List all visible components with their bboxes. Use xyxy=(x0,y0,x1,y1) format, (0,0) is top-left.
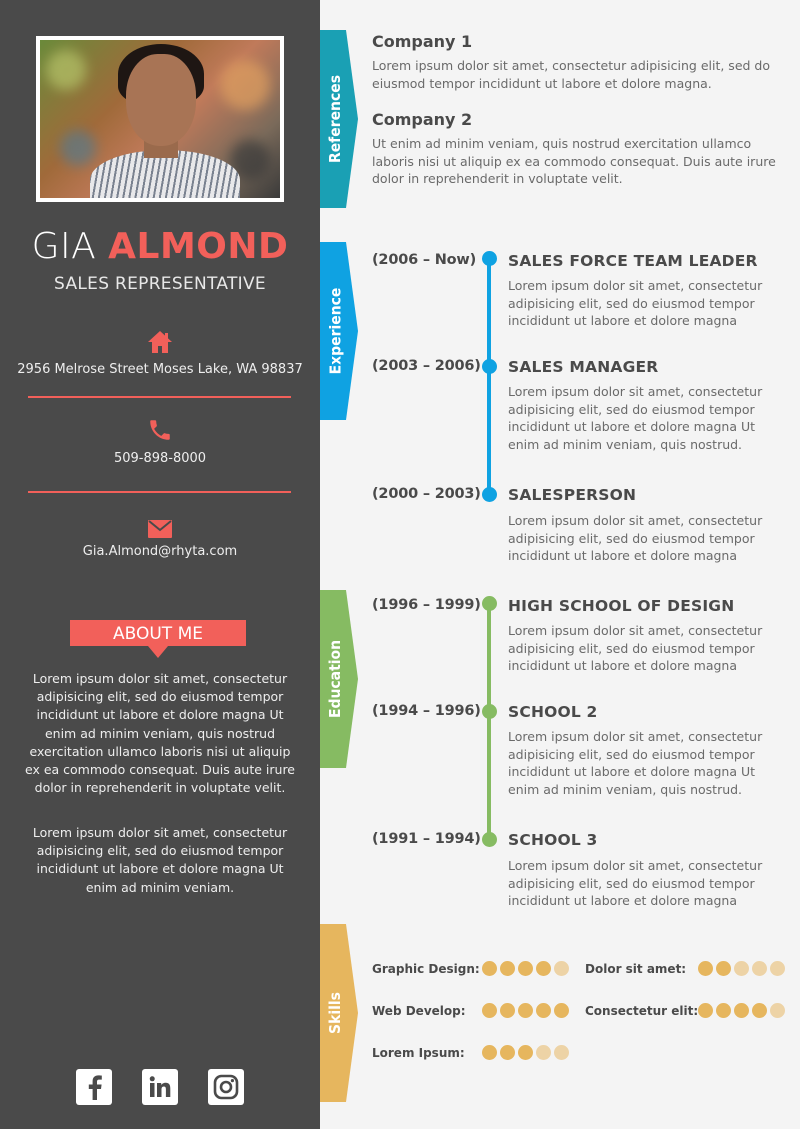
skill-dot-filled xyxy=(500,961,515,976)
facebook-icon xyxy=(84,1074,104,1100)
skill-rating xyxy=(482,961,569,976)
skills-heading: Skills xyxy=(326,992,345,1034)
address-block xyxy=(0,330,320,377)
skill-dot-empty xyxy=(554,961,569,976)
skill-label: Consectetur elit: xyxy=(585,1004,699,1018)
skill-dot-filled xyxy=(716,1003,731,1018)
experience-heading: Experience xyxy=(326,287,345,375)
experience-dates: (2000 – 2003) xyxy=(372,486,481,502)
timeline-dot xyxy=(482,832,497,847)
skill-dot-empty xyxy=(752,961,767,976)
sidebar xyxy=(0,0,320,1129)
skill-rating xyxy=(482,1045,569,1060)
mail-icon xyxy=(148,520,172,538)
education-tab-label xyxy=(320,590,350,768)
references-heading: References xyxy=(326,74,344,164)
education-heading: Education xyxy=(326,639,345,719)
email-block xyxy=(0,520,320,559)
skill-label: Web Develop: xyxy=(372,1004,466,1018)
skill-dot-filled xyxy=(500,1003,515,1018)
skill-dot-filled xyxy=(518,1003,533,1018)
instagram-button[interactable] xyxy=(208,1069,244,1105)
reference-title: Company 1 xyxy=(372,32,473,51)
timeline-dot xyxy=(482,359,497,374)
instagram-icon xyxy=(213,1074,239,1100)
skill-dot-filled xyxy=(500,1045,515,1060)
reference-text: Lorem ipsum dolor sit amet, consectetur adipisicing elit, sed do eiusmod tempor incididunt ut labore et dolore magna. xyxy=(372,58,770,91)
skill-dot-empty xyxy=(554,1045,569,1060)
experience-title: SALES FORCE TEAM LEADER xyxy=(508,252,758,270)
skill-label: Dolor sit amet: xyxy=(585,962,687,976)
skill-label: Lorem Ipsum: xyxy=(372,1046,465,1060)
skill-dot-filled xyxy=(716,961,731,976)
profile-photo xyxy=(36,36,284,202)
divider xyxy=(28,396,291,398)
skill-dot-filled xyxy=(554,1003,569,1018)
about-me-heading: ABOUT ME xyxy=(112,624,204,644)
phone-block xyxy=(0,417,320,466)
skill-rating xyxy=(698,961,785,976)
references-tab-label xyxy=(320,30,350,208)
experience-title: SALESPERSON xyxy=(508,486,637,504)
education-text: Lorem ipsum dolor sit amet, consectetur adipisicing elit, sed do eiusmod tempor incididunt ut labore et dolore magna xyxy=(508,623,763,673)
skill-dot-filled xyxy=(698,1003,713,1018)
reference-title: Company 2 xyxy=(372,110,473,129)
about-paragraph-1: Lorem ipsum dolor sit amet, consectetur adipisicing elit, sed do eiusmod tempor incididunt ut labore et dolore magna Ut enim ad minim veniam, quis nostrud exercitation ullamco laboris nisi ut aliquip ex ea commodo consequat. Duis aute irure dolor in reprehenderit in voluptate velit. xyxy=(25,671,295,796)
divider xyxy=(28,491,291,493)
skill-dot-filled xyxy=(482,961,497,976)
skill-dot-filled xyxy=(518,1045,533,1060)
experience-timeline-line xyxy=(487,258,491,494)
skill-dot-empty xyxy=(770,1003,785,1018)
linkedin-icon xyxy=(148,1075,172,1099)
about-paragraph-2: Lorem ipsum dolor sit amet, consectetur adipisicing elit, sed do eiusmod tempor incididunt ut labore et dolore magna Ut enim ad minim veniam. xyxy=(32,825,288,895)
job-role: SALES REPRESENTATIVE xyxy=(54,274,266,294)
experience-tab-label xyxy=(320,242,350,420)
phone-text: 509-898-8000 xyxy=(113,451,207,466)
education-text: Lorem ipsum dolor sit amet, consectetur adipisicing elit, sed do eiusmod tempor incididunt ut labore et dolore magna xyxy=(508,858,763,908)
experience-dates: (2003 – 2006) xyxy=(372,358,481,374)
skill-rating xyxy=(698,1003,785,1018)
skill-dot-empty xyxy=(770,961,785,976)
experience-text: Lorem ipsum dolor sit amet, consectetur adipisicing elit, sed do eiusmod tempor incididunt ut labore et dolore magna xyxy=(508,278,763,328)
skills-tab-label xyxy=(320,924,350,1102)
phone-icon xyxy=(147,417,173,443)
about-me-banner xyxy=(70,620,246,658)
skill-dot-filled xyxy=(698,961,713,976)
experience-dates: (2006 – Now) xyxy=(372,252,477,268)
timeline-dot xyxy=(482,704,497,719)
person-name xyxy=(0,226,320,267)
skill-dot-filled xyxy=(518,961,533,976)
first-name: GIA xyxy=(31,226,97,267)
skill-dot-filled xyxy=(536,961,551,976)
education-text: Lorem ipsum dolor sit amet, consectetur adipisicing elit, sed do eiusmod tempor incididunt ut labore et dolore magna Ut enim ad minim veniam, quis nostrud. xyxy=(508,729,763,797)
home-icon xyxy=(147,330,173,354)
profile-photo-image xyxy=(40,40,280,198)
skill-rating xyxy=(482,1003,569,1018)
education-timeline-line xyxy=(487,603,491,839)
education-dates: (1994 – 1996) xyxy=(372,703,481,719)
skill-dot-empty xyxy=(734,961,749,976)
skill-dot-empty xyxy=(536,1045,551,1060)
experience-text: Lorem ipsum dolor sit amet, consectetur adipisicing elit, sed do eiusmod tempor incididunt ut labore et dolore magna xyxy=(508,513,763,563)
skill-dot-filled xyxy=(752,1003,767,1018)
last-name: ALMOND xyxy=(108,226,289,267)
facebook-button[interactable] xyxy=(76,1069,112,1105)
skill-dot-filled xyxy=(482,1045,497,1060)
timeline-dot xyxy=(482,596,497,611)
address-text: 2956 Melrose Street Moses Lake, WA 98837 xyxy=(17,362,303,377)
timeline-dot xyxy=(482,487,497,502)
reference-text: Ut enim ad minim veniam, quis nostrud exercitation ullamco laboris nisi ut aliquip ex ea commodo consequat. Duis aute irure dolor in reprehenderit in voluptate velit. xyxy=(372,136,776,186)
experience-title: SALES MANAGER xyxy=(508,358,659,376)
linkedin-button[interactable] xyxy=(142,1069,178,1105)
experience-text: Lorem ipsum dolor sit amet, consectetur adipisicing elit, sed do eiusmod tempor incididunt ut labore et dolore magna Ut enim ad minim veniam, quis nostrud. xyxy=(508,384,763,452)
skill-dot-filled xyxy=(482,1003,497,1018)
email-text: Gia.Almond@rhyta.com xyxy=(82,544,238,559)
education-dates: (1991 – 1994) xyxy=(372,831,481,847)
education-title: SCHOOL 2 xyxy=(508,703,598,721)
skill-dot-filled xyxy=(536,1003,551,1018)
education-dates: (1996 – 1999) xyxy=(372,597,481,613)
timeline-dot xyxy=(482,251,497,266)
skill-dot-filled xyxy=(734,1003,749,1018)
skill-label: Graphic Design: xyxy=(372,962,480,976)
education-title: HIGH SCHOOL OF DESIGN xyxy=(508,597,735,615)
education-title: SCHOOL 3 xyxy=(508,831,598,849)
